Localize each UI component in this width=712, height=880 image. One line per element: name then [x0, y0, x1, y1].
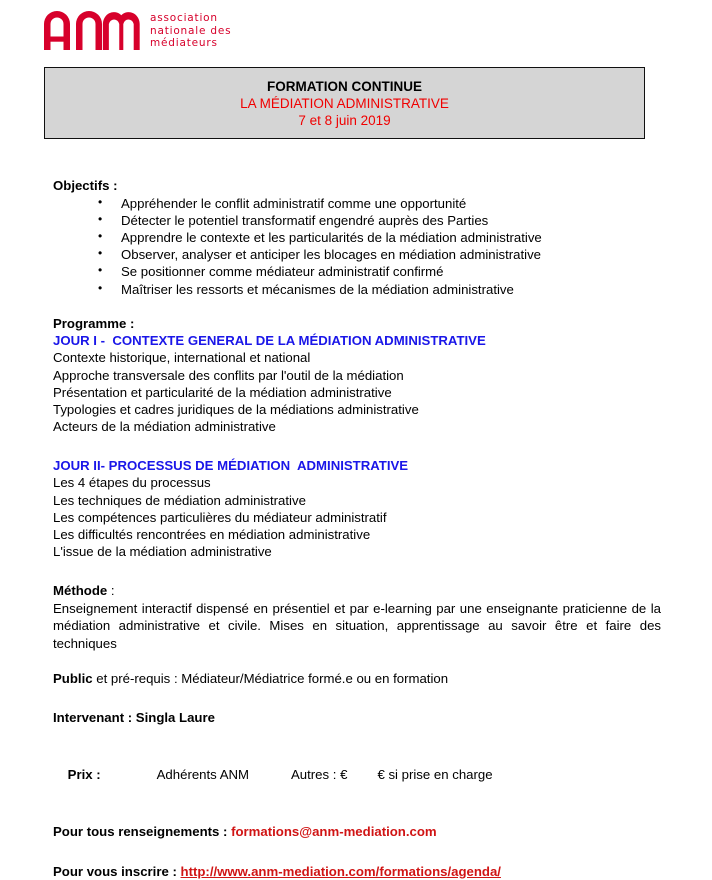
prix-adherents: Adhérents ANM [156, 767, 249, 783]
jour-1-line: Présentation et particularité de la médiation administrative [53, 384, 392, 400]
logo-tagline-line-1: association [150, 12, 218, 24]
title-box [44, 67, 645, 139]
logo-tagline [150, 12, 231, 50]
jour-1-line: Acteurs de la médiation administrative [53, 419, 276, 435]
programme-heading: Programme : [53, 315, 135, 331]
jour-2-heading: JOUR II- PROCESSUS DE MÉDIATION ADMINISTRATIVE [53, 458, 409, 474]
anm-wordmark-icon [44, 8, 140, 52]
intervenant-name: Singla Laure [132, 710, 215, 726]
jour-2-line: Les compétences particulières du médiateur administratif [53, 509, 387, 525]
logo-tagline-line-2: nationale des [150, 24, 232, 37]
list-item: • Appréhender le conflit administratif comme une opportunité [98, 195, 668, 212]
intervenant-line [53, 709, 668, 726]
methode-label: Méthode [53, 583, 108, 599]
methode-paragraph: Enseignement interactif dispensé en présentiel et par e-learning par une enseignante praticienne de la médiation administrative et civile. Mises en situation, apprentissage au savoir être et faire des techniques [53, 600, 661, 651]
registration-url-link[interactable]: http://www.anm-mediation.com/formations/agenda/ [180, 863, 501, 879]
methode-colon: : [107, 583, 115, 599]
intervenant-label: Intervenant : [53, 710, 133, 726]
inscription-label: Pour vous inscrire : [53, 863, 181, 879]
list-item: • Maîtriser les ressorts et mécanismes de la médiation administrative [98, 281, 668, 298]
email-link[interactable]: formations@anm-mediation.com [231, 824, 437, 840]
list-item: • Observer, analyser et anticiper les blocages en médiation administrative [98, 246, 668, 263]
title-formation-continue: FORMATION CONTINUE [267, 79, 422, 94]
anm-logo [44, 8, 231, 52]
objectifs-heading: Objectifs : [53, 178, 118, 193]
prix-autres: Autres : € [291, 767, 348, 783]
public-line [53, 670, 668, 687]
jour-2-line: Les difficultés rencontrées en médiation administrative [53, 527, 371, 543]
list-item: • Apprendre le contexte et les particularités de la médiation administrative [98, 229, 668, 246]
inscription-line [53, 863, 668, 880]
list-item: • Se positionner comme médiateur administratif confirmé [98, 263, 668, 280]
prix-prise-en-charge: € si prise en charge [377, 767, 493, 783]
public-detail: et pré-requis : Médiateur/Médiatrice formé.e ou en formation [92, 671, 449, 687]
renseignements-label: Pour tous renseignements : [53, 824, 232, 840]
jour-1-line: Typologies et cadres juridiques de la médiations administrative [53, 402, 419, 418]
public-label: Public [53, 671, 93, 687]
title-course-dates: 7 et 8 juin 2019 [298, 113, 391, 128]
title-course-name: LA MÉDIATION ADMINISTRATIVE [240, 96, 449, 111]
list-item: • Détecter le potentiel transformatif engendré auprès des Parties [98, 212, 668, 229]
jour-1-line: Contexte historique, international et national [53, 350, 311, 366]
jour-2-line: Les techniques de médiation administrative [53, 492, 306, 508]
jour-2-line: Les 4 étapes du processus [53, 475, 211, 491]
objectifs-list [53, 195, 668, 298]
jour-1-heading: JOUR I - CONTEXTE GENERAL DE LA MÉDIATION ADMINISTRATIVE [53, 333, 486, 349]
jour-1-line: Approche transversale des conflits par l'outil de la médiation [53, 367, 404, 383]
logo-tagline-line-3: médiateurs [150, 37, 218, 49]
document-body [53, 178, 668, 880]
jour-2-line: L'issue de la médiation administrative [53, 544, 272, 560]
prix-row [53, 749, 668, 801]
prix-label: Prix : [67, 767, 101, 783]
methode-heading [53, 582, 668, 599]
